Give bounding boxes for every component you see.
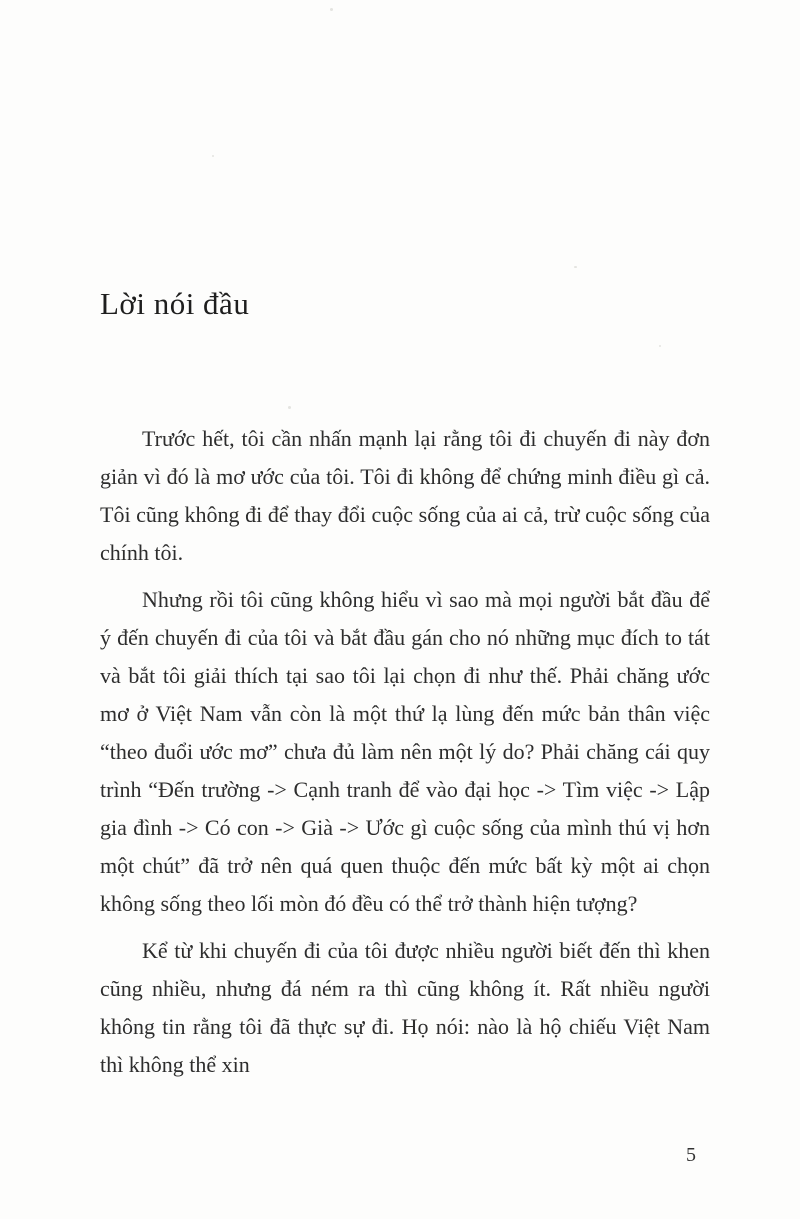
paragraph-1: Trước hết, tôi cần nhấn mạnh lại rằng tôi đi chuyến đi này đơn giản vì đó là mơ ước của tôi. Tôi đi không để chứng minh điều gì cả. Tôi cũng không đi để thay đổi cuộc sống của ai cả, trừ cuộc sống của chính tôi. xyxy=(100,426,710,565)
scan-speckle xyxy=(659,345,661,347)
page-number: 5 xyxy=(686,1144,696,1166)
paragraph-2: Nhưng rồi tôi cũng không hiểu vì sao mà mọi người bắt đầu để ý đến chuyến đi của tôi và bắt đầu gán cho nó những mục đích to tát và bắt tôi giải thích tại sao tôi lại chọn đi như thế. Phải chăng ước mơ ở Việt Nam vẫn còn là một thứ lạ lùng đến mức bản thân việc “theo đuổi ước mơ” chưa đủ làm nên một lý do? Phải chăng cái quy trình “Đến trường -> Cạnh tranh để vào đại học -> Tìm việc -> Lập gia đình -> Có con -> Già -> Ước gì cuộc sống của mình thú vị hơn một chút” đã trở nên quá quen thuộc đến mức bất kỳ một ai chọn không sống theo lối mòn đó đều có thể trở thành hiện tượng? xyxy=(100,587,710,916)
chapter-heading: Lời nói đầu xyxy=(100,286,250,321)
scan-speckle xyxy=(330,8,333,11)
scan-speckle xyxy=(288,406,291,409)
paragraph-3: Kể từ khi chuyến đi của tôi được nhiều người biết đến thì khen cũng nhiều, nhưng đá ném ra thì cũng không ít. Rất nhiều người không tin rằng tôi đã thực sự đi. Họ nói: nào là hộ chiếu Việt Nam thì không thể xin xyxy=(100,938,710,1077)
scan-speckle xyxy=(574,266,577,268)
body-text xyxy=(100,420,710,1084)
scan-speckle xyxy=(212,155,214,157)
